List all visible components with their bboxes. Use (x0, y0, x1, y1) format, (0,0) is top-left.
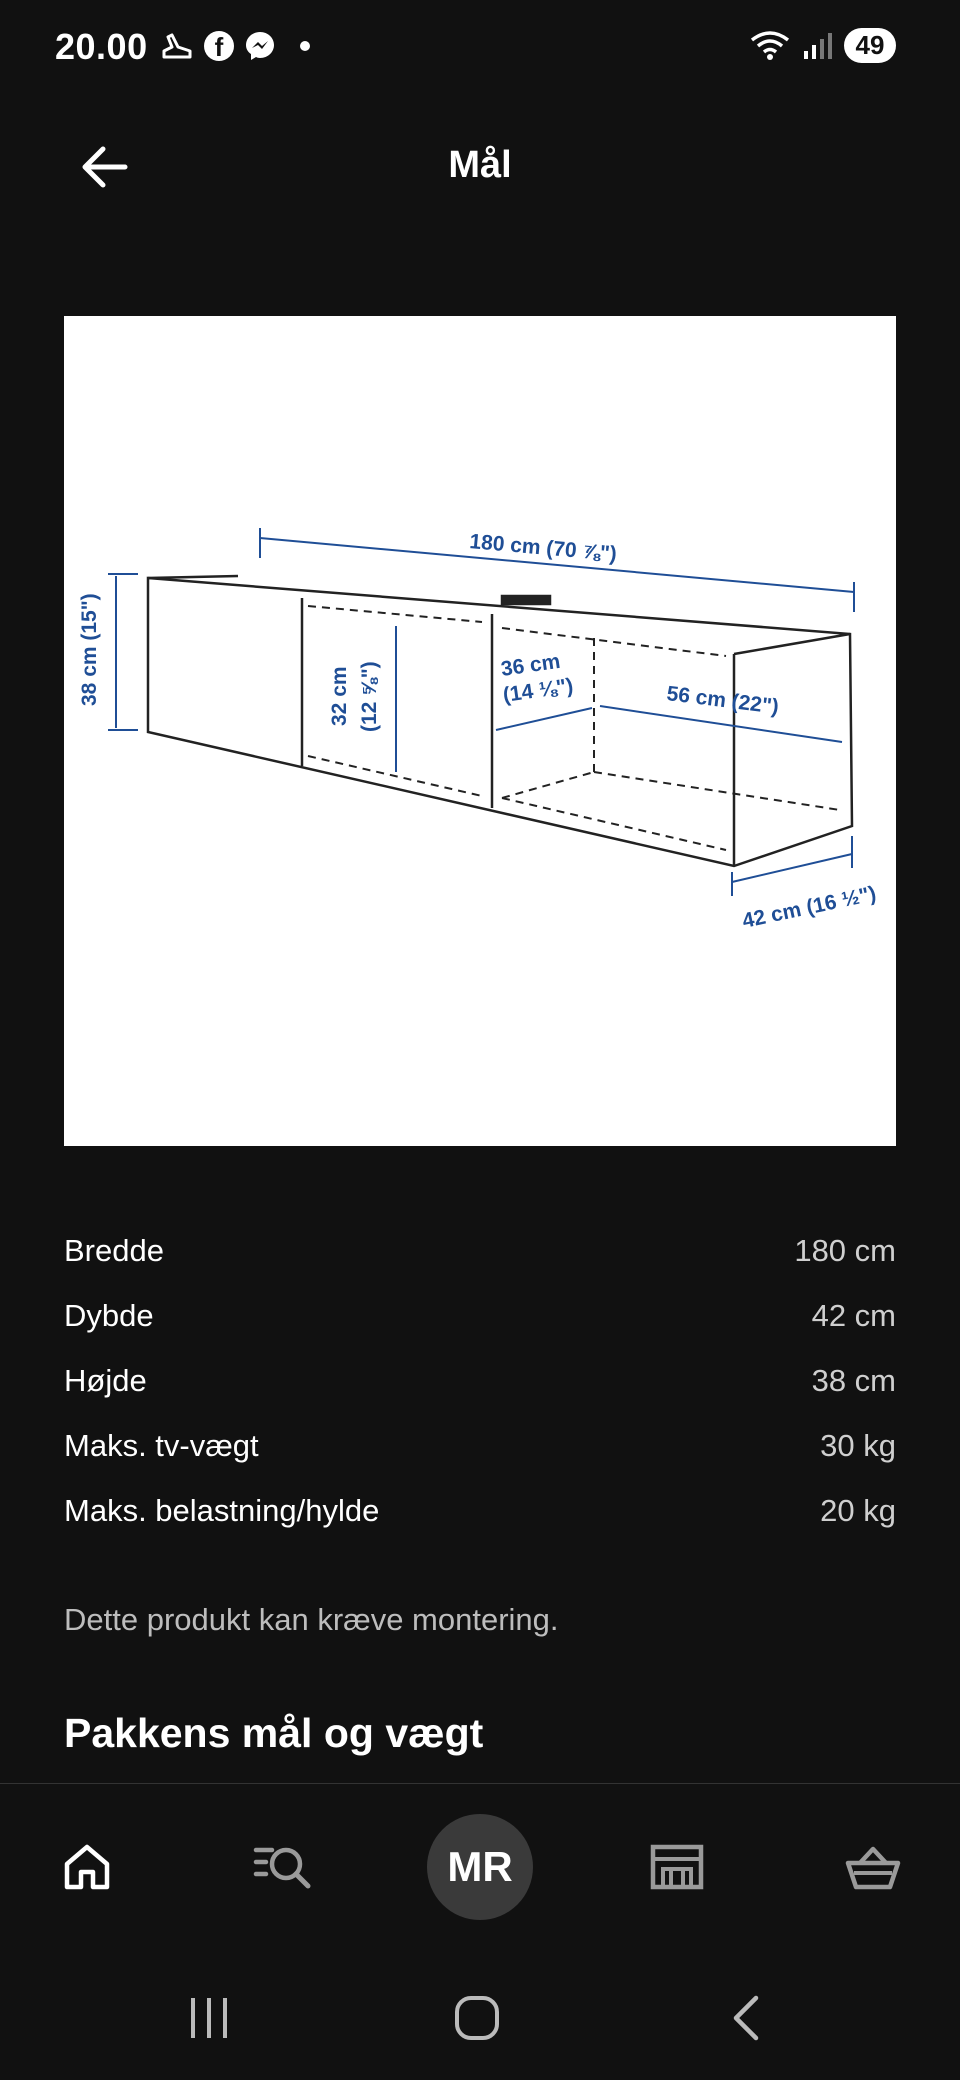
header (0, 110, 960, 222)
back-chevron-icon (728, 1994, 762, 2042)
system-home-button[interactable] (432, 1983, 522, 2053)
spec-label: Højde (64, 1362, 147, 1398)
home-icon (62, 1842, 112, 1892)
nav-search[interactable] (228, 1812, 338, 1922)
signal-icon (802, 31, 832, 61)
spec-label: Dybde (64, 1297, 154, 1333)
dim-label-width: 180 cm (70 ⅞") (468, 530, 618, 566)
dim-label-inner-height-in: (12 ⅝") (358, 661, 381, 732)
dim-label-depth: 42 cm (16 ½") (740, 882, 879, 933)
spec-row-depth (64, 1283, 896, 1348)
spec-row-max-shelf-load (64, 1478, 896, 1543)
dim-label-inner-width-cm: 36 cm (499, 649, 562, 681)
spec-value: 30 kg (820, 1427, 896, 1463)
battery-icon: 49 (844, 28, 896, 63)
status-icons-left (160, 30, 310, 62)
recents-button[interactable] (164, 1983, 254, 2053)
store-icon (649, 1843, 705, 1891)
dim-label-inner-width-in: (14 ⅛") (501, 674, 575, 707)
spec-value: 38 cm (811, 1362, 896, 1398)
running-shoe-icon (160, 31, 194, 61)
assembly-note: Dette produkt kan kræve montering. (64, 1602, 559, 1637)
package-heading[interactable]: Pakkens mål og vægt (64, 1710, 484, 1756)
facebook-icon: f (204, 31, 234, 61)
nav-basket[interactable] (818, 1812, 928, 1922)
nav-profile[interactable] (425, 1812, 535, 1922)
dim-label-inner-depth: 56 cm (22") (665, 682, 781, 719)
status-icons-right (750, 28, 896, 63)
basket-icon (844, 1843, 902, 1891)
spec-value: 42 cm (811, 1297, 896, 1333)
spec-row-width (64, 1218, 896, 1283)
status-bar (0, 0, 960, 100)
spec-label: Maks. belastning/hylde (64, 1492, 380, 1528)
spec-value: 20 kg (820, 1492, 896, 1528)
spec-row-height (64, 1348, 896, 1413)
search-icon (252, 1842, 314, 1892)
nav-home[interactable] (32, 1812, 142, 1922)
notification-dot-icon (300, 41, 310, 51)
spec-value: 180 cm (794, 1232, 896, 1268)
system-nav (0, 1955, 960, 2080)
recents-icon (187, 1996, 231, 2040)
dim-label-inner-height-cm: 32 cm (328, 666, 351, 726)
dimension-diagram (64, 316, 896, 1146)
nav-store[interactable] (622, 1812, 732, 1922)
tv-bench-drawing (64, 316, 896, 1146)
spec-label: Bredde (64, 1232, 164, 1268)
page-title: Mål (448, 144, 512, 186)
status-time: 20.00 (55, 26, 148, 67)
system-back-button[interactable] (700, 1983, 790, 2053)
avatar: MR (427, 1814, 533, 1920)
home-circle-icon (453, 1994, 501, 2042)
bottom-nav (0, 1783, 960, 1956)
messenger-icon (244, 30, 276, 62)
spec-list (64, 1218, 896, 1543)
wifi-icon (750, 30, 790, 62)
dim-label-height: 38 cm (15") (78, 593, 101, 706)
spec-label: Maks. tv-vægt (64, 1427, 259, 1463)
spec-row-max-tv-weight (64, 1413, 896, 1478)
